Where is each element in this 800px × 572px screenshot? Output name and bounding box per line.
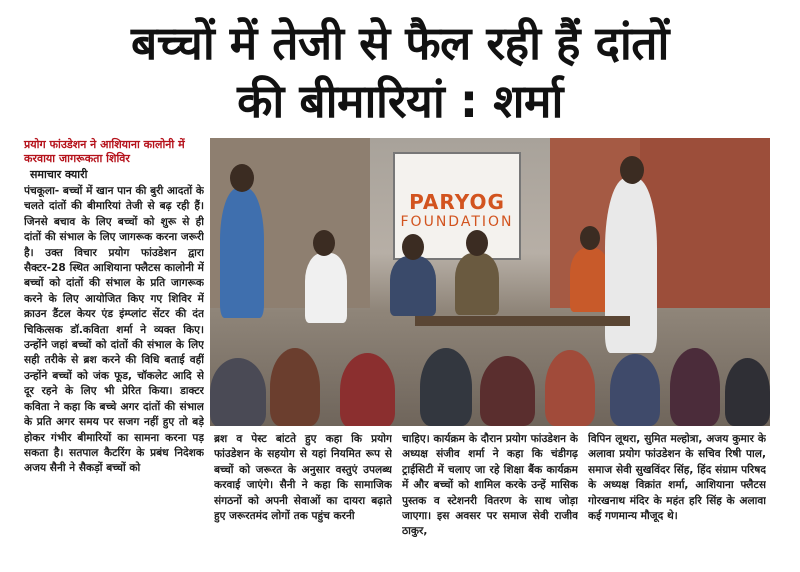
headline-line-1: बच्चों में तेजी से फैल रही हैं दांतों	[131, 16, 669, 70]
page-margin	[770, 0, 800, 572]
table	[415, 316, 630, 326]
banner-title: PARYOG	[409, 190, 505, 214]
news-photo	[210, 138, 770, 426]
person-white-sweater	[605, 178, 657, 353]
banner-subtitle: FOUNDATION	[400, 214, 514, 230]
person-seated-1	[390, 256, 436, 316]
headline	[0, 0, 800, 136]
article-column-2: ब्रश व पेस्ट बांटते हुए कहा कि प्रयोग फांउडेशन के सहयोग से यहां नियमित रूप से बच्चों को जरूरत के अनुसार वस्तुएं उपलब्ध करवाई जाएंगे। सैनी ने कहा कि सामाजिक संगठनों को अपनी सेवाओं का दायरा बढ़ाते हुए जरूरतमंद लोगों तक पहुंच करनी	[214, 433, 392, 523]
person-seated-2	[455, 253, 499, 315]
person-white-coat	[305, 253, 347, 323]
article-column-4: विपिन लूथरा, सुमित मल्होत्रा, अजय कुमार के अलावा प्रयोग फांउडेशन के सचिव रिषी पाल, समाज सेवी सुखविंदर सिंह, हिंद संग्राम परिषद के अध्यक्ष विक्रांत शर्मा, आशियाना फ्लैटस गोरखनाथ मंदिर के महंत हरि सिंह के अलावा कई गणमान्य मौजूद थे।	[588, 433, 766, 523]
children-group	[210, 348, 770, 426]
byline: समाचार क्यारी	[30, 168, 88, 181]
article-column-1: पंचकूला- बच्चों में खान पान की बुरी आदतों के चलते दांतों की बीमारियां तेजी से बढ़ रही हैं। जिनसे बचाव के लिए बच्चों को शुरू से ही दांतों की संभाल के लिए जागरूक करना जरूरी है। उक्त विचार प्रयोग फांउडेशन द्वारा सैक्टर-28 स्थित आशियाना फ्लैटस कालोनी में बच्चों को दांतों की संभाल के प्रति जागरूक करने के लिए आयोजित किए गए शिविर में क्राउन डैंटल केयर एंड इंम्प्लांट सेंटर की दंत चिकित्सक डॉ.कविता शर्मा ने व्यक्त किए। उन्होंने जहां बच्चों को दांतों की संभाल के लिए सही तरीके से ब्रश करने की विधि बताई वहीं उन्होंने बच्चों को जंक फूड, चॉकलेट आदि से दूर रहने के लिए भी प्रेरित किया। डाक्टर कविता ने कहा कि बच्चे अगर दांतों की संभाल के प्रति अगर समय पर सजग नहीं हुए तो बड़े होकर गंभीर बीमारियों का सामना करना पड़ सकता है। सतपाल कैटरिंग के प्रबंध निदेशक अजय सैनी ने सैकड़ों बच्चों को	[24, 185, 204, 475]
subheadline: प्रयोग फांउडेशन ने आशियाना कालोनी में करवाया जागरूकता शिविर	[24, 138, 185, 165]
person-seated-3	[570, 248, 610, 312]
person-blue-jacket	[220, 188, 264, 318]
headline-line-2: की बीमारियां : शर्मा	[237, 74, 563, 128]
article-column-3: चाहिए। कार्यक्रम के दौरान प्रयोग फांउडेशन के अध्यक्ष संजीव शर्मा ने कहा कि चंडीगढ़ ट्राईसिटी में चलाए जा रहे शिक्षा बैंक कार्यक्रम में और बच्चों को शामिल करके उन्हें मासिक पुस्तक व स्टेशनरी वितरण के साथ जोड़ा जाएगा। इस अवसर पर समाज सेवी राजीव ठाकुर,	[402, 433, 578, 538]
